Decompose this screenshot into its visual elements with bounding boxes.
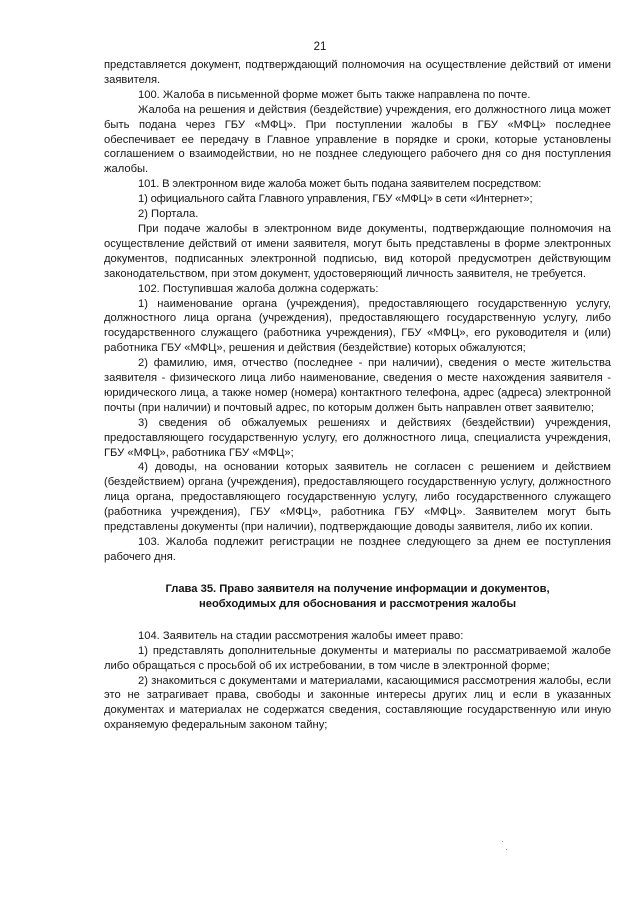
paragraph-104-item-1: 1) представлять дополнительные документы и материалы по рассматриваемой жалобе либо обращаться с просьбой об их истребовании, в том числе в электронной форме; — [104, 644, 611, 672]
paragraph-102-item-3: 3) сведения об обжалуемых решениях и действиях (бездействии) учреждения, предоставляющего государственную услугу, его должностного лица, специалиста учреждения, ГБУ «МФЦ», работника ГБУ «МФЦ»; — [104, 416, 611, 459]
paragraph-103: 103. Жалоба подлежит регистрации не позднее следующего за днем ее поступления рабочего дня. — [104, 536, 611, 563]
paragraph-100: 100. Жалоба в письменной форме может быть также направлена по почте. — [138, 88, 531, 101]
paragraph-104: 104. Заявитель на стадии рассмотрения жалобы имеет право: — [138, 629, 464, 642]
paragraph-101-item-1: 1) официального сайта Главного управления, ГБУ «МФЦ» в сети «Интернет»; — [138, 193, 533, 206]
paragraph-electronic-documents: При подаче жалобы в электронном виде документы, подтверждающие полномочия на осуществление действий от имени заявителя, могут быть представлены в форме электронных документов, подписанных электронной подписью, вид которой предусмотрен действующим законодательством, при этом документ, удостоверяющий личность заявителя, не требуется. — [104, 222, 611, 280]
chapter-title-line-2: необходимых для обоснования и рассмотрения жалобы — [198, 597, 517, 610]
chapter-title — [104, 582, 611, 612]
paragraph-104-item-2: 2) знакомиться с документами и материалами, касающимися рассмотрения жалобы, если это не затрагивает права, свободы и законные интересы других лиц и если в указанных документах и материалах не содержатся сведения, составляющие государственную или иную охраняемую федеральным законом тайну; — [104, 674, 611, 732]
paragraph-continuation: представляется документ, подтверждающий полномочия на осуществление действий от имени заявителя. — [104, 59, 611, 86]
paragraph-102-item-4: 4) доводы, на основании которых заявитель не согласен с решением и действием (бездействием) органа (учреждения), предоставляющего государственную услугу, должностного лица органа, предоставляющего государственную услугу, либо государственного служащего (работника учреждения), ГБУ «МФЦ», работника ГБУ «МФЦ». Заявителем могут быть представлены документы (при наличии), подтверждающие доводы заявителя, либо их копии. — [104, 461, 611, 534]
paragraph-102: 102. Поступившая жалоба должна содержать: — [138, 282, 379, 295]
paragraph-101: 101. В электронном виде жалоба может быть подана заявителем посредством: — [138, 178, 542, 191]
chapter-title-line-1: Глава 35. Право заявителя на получение информации и документов, — [165, 582, 550, 595]
paragraph-complaint-via-mfc: Жалоба на решения и действия (бездействие) учреждения, его должностного лица может быть подана через ГБУ «МФЦ». При поступлении жалобы в ГБУ «МФЦ» последнее обеспечивает ее передачу в Главное управление в порядке и сроки, которые установлены соглашением о взаимодействии, но не позднее следующего рабочего дня со дня поступления жалобы. — [104, 103, 611, 176]
scan-speck — [502, 841, 503, 842]
scan-speck — [506, 849, 507, 850]
paragraph-102-item-1: 1) наименование органа (учреждения), предоставляющего государственную услугу, должностного лица органа (учреждения), предоставляющего государственную услугу, либо государственного служащего (работника учреждения), ГБУ «МФЦ», его руководителя и (или) работника ГБУ «МФЦ», решения и действия (бездействие) которых обжалуются; — [104, 297, 611, 355]
page-number: 21 — [313, 41, 327, 53]
paragraph-101-item-2: 2) Портала. — [138, 208, 199, 221]
paragraph-102-item-2: 2) фамилию, имя, отчество (последнее - при наличии), сведения о месте жительства заявителя - физического лица либо наименование, сведения о месте нахождения заявителя - юридического лица, а также номер (номера) контактного телефона, адрес (адреса) электронной почты (при наличии) и почтовый адрес, по которым должен быть направлен ответ заявителю; — [104, 357, 611, 414]
